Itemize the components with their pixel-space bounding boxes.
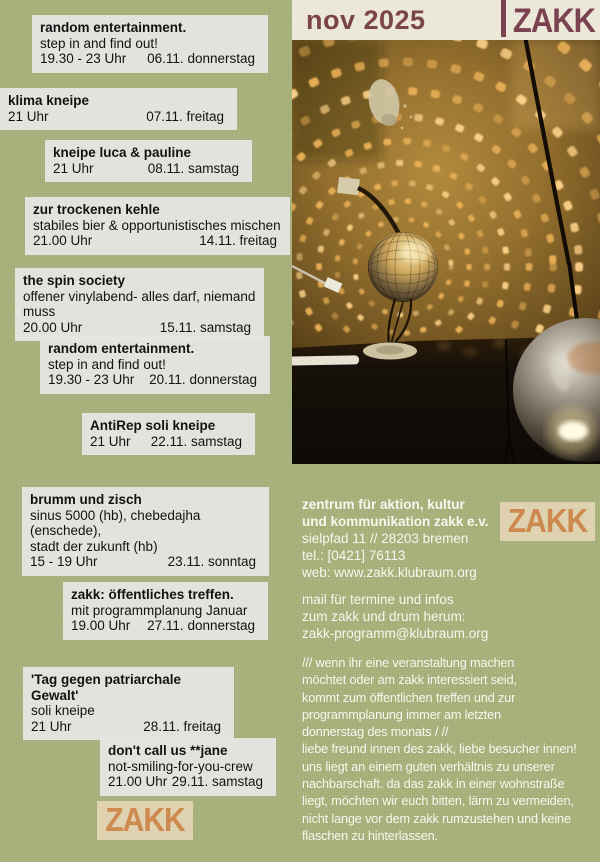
event-time: 19.30 - 23 Uhr [40, 51, 127, 67]
notice-line: kommt zum öffentlichen treffen und zur [302, 690, 516, 705]
contact-block [302, 496, 489, 581]
light-tube [292, 355, 359, 365]
event-time: 19.00 Uhr [71, 618, 131, 634]
event-box [45, 140, 252, 182]
event-box [22, 487, 269, 576]
notice-text [302, 655, 577, 845]
header-strip [292, 0, 600, 40]
event-time: 21.00 Uhr [108, 774, 168, 790]
email-address: zakk-programm@klubraum.org [302, 626, 489, 641]
event-box [0, 88, 237, 130]
event-subtitle: not-smiling-for-you-crew [108, 758, 253, 774]
event-title: random entertainment. [40, 20, 187, 35]
event-date: 23.11. sonntag [167, 554, 256, 570]
lamp-light [558, 421, 588, 441]
event-subtitle: soli kneipe [31, 703, 95, 719]
event-box [15, 268, 264, 341]
event-box [40, 336, 270, 394]
event-box [82, 413, 255, 455]
event-subtitle: stabiles bier & opportunistisches mischen [33, 217, 281, 233]
event-date: 28.11. freitag [143, 718, 221, 734]
event-title: the spin society [23, 273, 126, 288]
event-box [23, 667, 234, 740]
org-name-line1: zentrum für aktion, kultur [302, 497, 465, 512]
month-title: nov 2025 [306, 5, 426, 35]
address: sielpfad 11 // 28203 bremen [302, 531, 469, 546]
phone: tel.: [0421] 76113 [302, 548, 406, 563]
event-title: 'Tag gegen patriarchale Gewalt' [31, 672, 182, 703]
event-time: 21 Uhr [53, 160, 94, 176]
notice-line: liebe freund innen des zakk, liebe besucher innen! [302, 742, 577, 757]
notice-line: /// wenn ihr eine veranstaltung machen [302, 656, 515, 670]
event-title: AntiRep soli kneipe [90, 418, 216, 433]
event-subtitle: stadt der zukunft (hb) [30, 538, 158, 554]
event-box [100, 738, 276, 796]
event-date: 27.11. donnerstag [147, 618, 255, 634]
event-time: 21 Uhr [8, 108, 49, 124]
zakk-logo-header [501, 0, 595, 40]
event-time: 19.30 - 23 Uhr [48, 372, 135, 388]
event-date: 07.11. freitag [146, 108, 224, 124]
notice-line: uns liegt an einem guten verhältnis zu unserer [302, 759, 555, 774]
event-title: zakk: öffentliches treffen. [71, 587, 234, 602]
notice-line: liegt, möchten wir euch bitten, lärm zu vermeiden, [302, 794, 574, 809]
event-date: 20.11. donnerstag [149, 372, 257, 388]
event-title: zur trockenen kehle [33, 202, 160, 217]
event-subtitle: mit programmplanung Januar [71, 602, 248, 618]
event-title: random entertainment. [48, 341, 195, 356]
zakk-logo-footer [97, 801, 193, 840]
event-title: klima kneipe [8, 93, 90, 108]
event-subtitle: offener vinylabend- alles darf, niemand muss [23, 288, 256, 320]
event-date: 29.11. samstag [171, 774, 263, 790]
notice-line: möchtet oder am zakk interessiert seid, [302, 673, 517, 688]
event-subtitle: step in and find out! [40, 35, 158, 51]
notice-line: programmplanung immer am letzten [302, 707, 501, 722]
event-subtitle: step in and find out! [48, 356, 166, 372]
event-time: 21 Uhr [90, 433, 131, 449]
event-time: 21 Uhr [31, 718, 72, 734]
event-box [63, 582, 268, 640]
event-date: 22.11. samstag [150, 433, 242, 449]
event-box [32, 15, 268, 73]
zakk-logo-text: ZAKK [105, 801, 185, 839]
website: web: www.zakk.klubraum.org [302, 565, 477, 580]
event-time: 21.00 Uhr [33, 233, 93, 249]
event-date: 06.11. donnerstag [147, 51, 255, 67]
mail-info-line2: zum zakk und drum herum: [302, 609, 466, 624]
notice-line: flaschen zu hinterlassen. [302, 828, 438, 843]
wall-bracket [337, 177, 360, 195]
notice-line: donnerstag des monats / // [302, 725, 449, 740]
zakk-logo-badge [500, 502, 595, 541]
event-title: kneipe luca & pauline [53, 145, 192, 160]
mail-info-block [302, 591, 488, 642]
event-subtitle: sinus 5000 (hb), chebedajha (enschede), [30, 507, 201, 539]
zakk-logo-text: ZAKK [507, 502, 588, 540]
event-title: brumm und zisch [30, 492, 142, 507]
logo-bar [501, 0, 506, 37]
venue-photo [292, 40, 600, 464]
notice-line: nicht lange vor dem zakk rumzustehen und keine [302, 811, 571, 826]
event-box [25, 197, 290, 255]
event-title: don't call us **jane [108, 743, 228, 758]
event-date: 08.11. samstag [147, 160, 239, 176]
event-date: 14.11. freitag [199, 233, 277, 249]
org-name-line2: und kommunikation zakk e.v. [302, 514, 489, 529]
notice-line: nachbarschaft. da das zakk in einer wohnstraße [302, 777, 565, 792]
event-date: 15.11. samstag [159, 319, 251, 335]
event-time: 20.00 Uhr [23, 319, 83, 335]
zakk-logo-text: ZAKK [512, 1, 595, 40]
event-time: 15 - 19 Uhr [30, 554, 98, 570]
mail-info-line1: mail für termine und infos [302, 592, 454, 607]
